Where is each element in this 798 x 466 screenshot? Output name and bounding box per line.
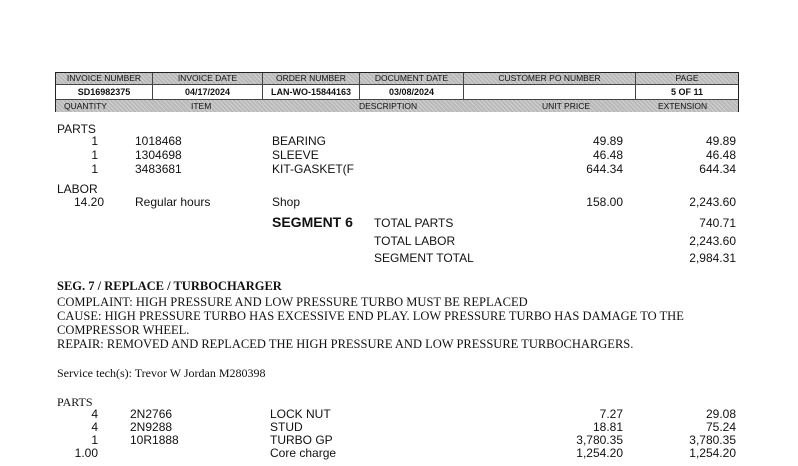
col-item: ITEM	[191, 101, 212, 111]
document-date-value: 03/08/2024	[388, 87, 435, 97]
invoice-date-label: INVOICE DATE	[153, 73, 262, 85]
line-item: 10R1888	[130, 433, 179, 447]
labor-desc: Shop	[272, 195, 301, 209]
segment-total-value: 2,984.31	[689, 251, 736, 265]
col-extension: EXTENSION	[658, 101, 708, 111]
labor-unit-price: 158.00	[586, 195, 623, 209]
line-item: 1018468	[135, 134, 182, 148]
seg7-service-tech: Service tech(s): Trevor W Jordan M280398	[57, 366, 266, 380]
line-desc: SLEEVE	[272, 148, 319, 162]
invoice-header-table	[55, 72, 739, 112]
labor-qty: 14.20	[73, 195, 104, 209]
line-item: 2N9288	[130, 420, 173, 434]
page-value: 5 OF 11	[670, 87, 704, 97]
seg7-title: SEG. 7 / REPLACE / TURBOCHARGER	[57, 279, 282, 293]
seg7-cause-line2: COMPRESSOR WHEEL.	[57, 323, 190, 337]
line-extension: 1,254.20	[689, 446, 736, 460]
line-extension: 75.24	[705, 420, 736, 434]
line-item: 3483681	[135, 162, 182, 176]
seg7-repair: REPAIR: REMOVED AND REPLACED THE HIGH PRESSURE AND LOW PRESSURE TURBOCHARGERS.	[57, 337, 634, 351]
labor-extension: 2,243.60	[689, 195, 736, 209]
line-desc: STUD	[270, 420, 303, 434]
page-cell	[636, 73, 738, 99]
document-date-cell	[360, 73, 464, 99]
line-unit-price: 46.48	[592, 148, 623, 162]
order-number-value: LAN-WO-15844163	[270, 87, 352, 97]
invoice-date-cell	[153, 73, 263, 99]
line-unit-price: 49.89	[592, 134, 623, 148]
order-number-cell	[263, 73, 360, 99]
line-extension: 49.89	[705, 134, 736, 148]
line-unit-price: 7.27	[599, 407, 623, 421]
line-item: 2N2766	[130, 407, 173, 421]
line-unit-price: 18.81	[592, 420, 623, 434]
invoice-number-value: SD16982375	[77, 87, 131, 97]
line-extension: 29.08	[705, 407, 736, 421]
segment-title: SEGMENT 6	[272, 214, 353, 230]
customer-po-value	[464, 85, 635, 99]
page-label: PAGE	[636, 73, 738, 85]
line-unit-price: 3,780.35	[576, 433, 623, 447]
invoice-number-label: INVOICE NUMBER	[56, 73, 152, 85]
col-quantity: QUANTITY	[64, 101, 107, 111]
line-unit-price: 644.34	[586, 162, 623, 176]
line-qty: 1.00	[74, 446, 98, 460]
line-unit-price: 1,254.20	[576, 446, 623, 460]
line-extension: 644.34	[699, 162, 736, 176]
order-number-label: ORDER NUMBER	[263, 73, 359, 85]
line-extension: 46.48	[705, 148, 736, 162]
line-desc: KIT-GASKET(F	[272, 162, 355, 176]
line-item: 1304698	[135, 148, 182, 162]
labor-item: Regular hours	[135, 195, 211, 209]
seg7-cause-line1: CAUSE: HIGH PRESSURE TURBO HAS EXCESSIVE END PLAY. LOW PRESSURE TURBO HAS DAMAGE TO THE	[57, 309, 684, 323]
total-parts-label: TOTAL PARTS	[374, 216, 454, 230]
invoice-date-value: 04/17/2024	[184, 87, 231, 97]
segment-total-label: SEGMENT TOTAL	[374, 251, 474, 265]
invoice-number-cell	[56, 73, 153, 99]
column-header-row	[56, 99, 738, 112]
line-qty: 1	[91, 162, 98, 176]
line-desc: BEARING	[272, 134, 327, 148]
seg7-parts-label: PARTS	[57, 395, 93, 409]
line-desc: Core charge	[270, 446, 337, 460]
total-labor-value: 2,243.60	[689, 234, 736, 248]
line-qty: 1	[91, 433, 98, 447]
line-qty: 1	[91, 134, 98, 148]
document-date-label: DOCUMENT DATE	[360, 73, 463, 85]
total-labor-label: TOTAL LABOR	[374, 234, 456, 248]
customer-po-label: CUSTOMER PO NUMBER	[464, 73, 635, 85]
line-qty: 1	[91, 148, 98, 162]
line-qty: 4	[91, 407, 98, 421]
line-desc: TURBO GP	[270, 433, 333, 447]
col-description: DESCRIPTION	[359, 101, 418, 111]
customer-po-cell	[464, 73, 636, 99]
col-unit-price: UNIT PRICE	[542, 101, 591, 111]
line-extension: 3,780.35	[689, 433, 736, 447]
line-qty: 4	[91, 420, 98, 434]
seg6-parts-label: PARTS	[57, 122, 96, 136]
total-parts-value: 740.71	[699, 216, 736, 230]
line-desc: LOCK NUT	[270, 407, 331, 421]
seg7-complaint: COMPLAINT: HIGH PRESSURE AND LOW PRESSURE TURBO MUST BE REPLACED	[57, 295, 528, 309]
seg6-labor-label: LABOR	[57, 182, 98, 196]
